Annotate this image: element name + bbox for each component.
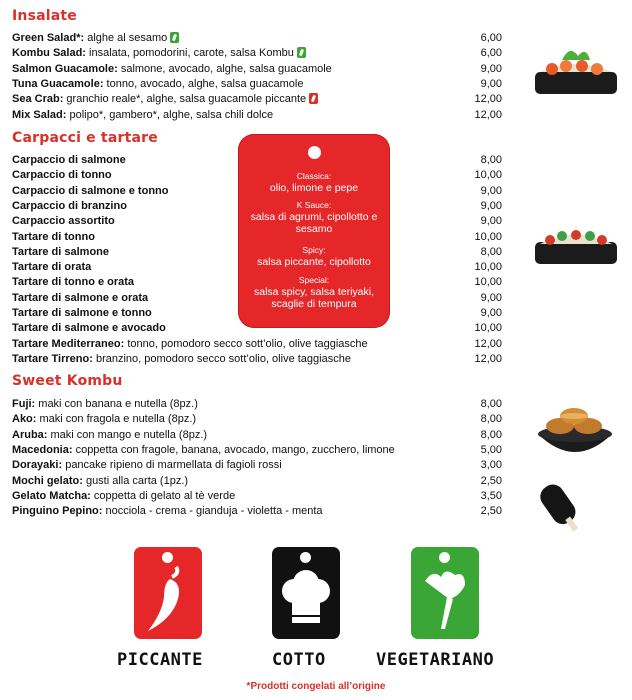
menu-item-name: Dorayaki: [12, 459, 63, 472]
menu-item-price: 8,00 [480, 245, 502, 258]
sauce-label: K Sauce: [296, 200, 332, 210]
menu-item-text [12, 443, 395, 458]
menu-item-text [12, 291, 148, 306]
menu-item-price: 9,00 [480, 62, 502, 75]
menu-item-row [12, 352, 502, 367]
menu-item-text [12, 214, 115, 229]
menu-item-text [12, 245, 109, 260]
menu-item-text [12, 412, 196, 427]
menu-item-description: gusti alla carta (1pz.) [82, 474, 189, 487]
menu-item-price: 9,00 [480, 307, 502, 319]
menu-item-name: Sea Crab: [12, 93, 64, 106]
menu-item-text [12, 168, 112, 183]
menu-item-description: maki con fragola e nutella (8pz.) [36, 413, 197, 426]
menu-item-price: 10,00 [474, 322, 502, 335]
menu-item-text [12, 108, 273, 123]
salad-dish-illustration [532, 42, 620, 98]
dorayaki-bowl-illustration [534, 400, 616, 466]
menu-item-description: coppetta con fragole, banana, avocado, mango, zucchero, limone [72, 443, 395, 456]
menu-item-text [12, 184, 168, 199]
sauce-label: Special: [298, 275, 330, 285]
menu-item-description: tonno, pomodoro secco sott’olio, olive taggiasche [124, 337, 368, 350]
menu-item-row [12, 92, 502, 107]
menu-item-price: 5,00 [480, 443, 502, 456]
sauce-card [238, 134, 390, 328]
menu-item-name: Kombu Salad: [12, 47, 86, 60]
ice-cream-bar-illustration [526, 478, 596, 536]
menu-item-name: Tartare di salmone e orata [12, 291, 149, 304]
legend-cotto-card [272, 547, 340, 639]
menu-item-name: Tartare di salmone e tonno [12, 307, 152, 319]
menu-item-name: Tuna Guacamole: [12, 77, 104, 90]
menu-item-text [12, 77, 303, 92]
menu-item-name: Mochi gelato: [12, 474, 83, 487]
menu-item-price: 8,00 [480, 398, 502, 410]
menu-item-text [12, 489, 235, 504]
menu-item-text [12, 260, 91, 275]
menu-item-row [12, 31, 502, 46]
menu-item-text [12, 428, 207, 443]
menu-item-price: 8,00 [480, 154, 502, 166]
menu-item-text [12, 62, 332, 77]
menu-item-name: Carpaccio di tonno [12, 169, 112, 182]
menu-item-text [12, 337, 368, 352]
menu-item-price: 9,00 [480, 215, 502, 228]
menu-item-description: nocciola - crema - gianduja - violetta - menta [102, 505, 323, 518]
menu-item-price: 3,50 [480, 489, 502, 502]
menu-item-name: Tartare di tonno e orata [12, 276, 135, 289]
menu-item-name: Carpaccio assortito [12, 215, 115, 228]
menu-item-name: Carpaccio di salmone e tonno [12, 184, 169, 197]
tartare-dish-illustration [532, 222, 620, 266]
sauce-special [242, 274, 386, 310]
menu-item-description: coppetta di gelato al tè verde [90, 489, 236, 502]
menu-item-row [12, 108, 502, 123]
menu-item-description: polipo*, gambero*, alghe, salsa chili dolce [66, 108, 274, 121]
sauce-card-hole [308, 146, 321, 159]
menu-item-description: salmone, avocado, alghe, salsa guacamole [117, 62, 332, 75]
menu-item-text [12, 397, 198, 412]
sauce-text: salsa spicy, salsa teriyaki, scaglie di tempura [253, 286, 374, 310]
menu-item-description: alghe al sesamo [84, 32, 168, 44]
menu-item-text [12, 458, 282, 473]
menu-item-price: 2,50 [480, 505, 502, 518]
menu-item-price: 10,00 [474, 261, 502, 274]
menu-item-name: Salmon Guacamole: [12, 62, 118, 75]
menu-item-text [12, 230, 95, 245]
menu-item-row [12, 412, 502, 427]
legend-label-cotto: COTTO [272, 650, 326, 670]
legend-piccante-card [134, 547, 202, 639]
menu-item-text [12, 46, 306, 61]
menu-item-description: granchio reale*, alghe, salsa guacamole piccante [63, 93, 307, 106]
menu-item-row [12, 77, 502, 92]
menu-item-name: Tartare di tonno [12, 230, 95, 243]
menu-item-row [12, 62, 502, 77]
menu-item-row [12, 428, 502, 443]
menu-item-text [12, 92, 318, 107]
footnote: *Prodotti congelati all’origine [246, 681, 386, 692]
menu-item-price: 9,00 [480, 291, 502, 304]
menu-item-name: Ako: [12, 413, 37, 426]
menu-item-text [12, 199, 127, 214]
spicy-badge-icon [309, 93, 318, 104]
menu-item-name: Macedonia: [12, 443, 73, 456]
menu-item-price: 8,00 [480, 428, 502, 441]
leafy-vegetable-icon [411, 547, 479, 639]
menu-item-row [12, 443, 502, 458]
menu-item-price: 10,00 [474, 230, 502, 243]
menu-item-text [12, 306, 152, 321]
menu-item-name: Green Salad*: [12, 32, 85, 44]
vegetarian-badge-icon [170, 32, 179, 43]
menu-item-name: Fuji: [12, 398, 36, 410]
menu-item-description: maki con banana e nutella (8pz.) [35, 398, 198, 410]
menu-item-price: 6,00 [480, 47, 502, 60]
menu-item-name: Tartare di orata [12, 261, 92, 274]
menu-item-name: Gelato Matcha: [12, 489, 91, 502]
menu-item-price: 12,00 [474, 108, 502, 121]
sauce-text: salsa piccante, cipollotto [257, 256, 371, 268]
legend-label-piccante: PICCANTE [117, 650, 203, 670]
menu-item-price: 12,00 [474, 337, 502, 350]
menu-item-row [12, 337, 502, 352]
menu-item-price: 9,00 [480, 184, 502, 197]
menu-item-price: 10,00 [474, 169, 502, 182]
vegetarian-badge-icon [297, 47, 306, 58]
menu-item-name: Tartare di salmone e avocado [12, 322, 166, 335]
menu-item-description: pancake ripieno di marmellata di fagioli rossi [62, 459, 282, 472]
section-title-sweet: Sweet Kombu [12, 373, 123, 389]
section-title-insalate: Insalate [12, 8, 77, 24]
menu-item-price: 9,00 [480, 199, 502, 212]
menu-item-description: branzino, pomodoro secco sott’olio, olive taggiasche [92, 352, 351, 365]
menu-item-price: 8,00 [480, 413, 502, 426]
menu-item-row [12, 474, 502, 489]
sauce-classica [242, 170, 386, 194]
menu-item-row [12, 504, 502, 519]
chili-pepper-icon [134, 547, 202, 639]
sauce-text: olio, limone e pepe [269, 182, 359, 194]
menu-item-price: 3,00 [480, 459, 502, 472]
menu-item-row [12, 397, 502, 412]
menu-item-description: maki con mango e nutella (8pz.) [47, 428, 208, 441]
chef-hat-icon [272, 547, 340, 639]
menu-item-price: 2,50 [480, 474, 502, 487]
sauce-k-sauce [242, 199, 386, 235]
menu-item-name: Tartare Mediterraneo: [12, 337, 125, 350]
menu-item-description: tonno, avocado, alghe, salsa guacamole [103, 77, 304, 90]
menu-item-text [12, 474, 188, 489]
menu-item-name: Aruba: [12, 428, 48, 441]
menu-item-text [12, 504, 323, 519]
menu-item-name: Tartare di salmone [12, 245, 109, 258]
menu-item-name: Tartare Tirreno: [12, 352, 93, 365]
menu-item-text [12, 31, 179, 46]
menu-item-price: 12,00 [474, 93, 502, 106]
menu-item-price: 12,00 [474, 352, 502, 365]
menu-item-name: Carpaccio di salmone [12, 154, 126, 166]
menu-item-row [12, 46, 502, 61]
menu-item-name: Pinguino Pepino: [12, 505, 103, 518]
menu-item-description: insalata, pomodorini, carote, salsa Kombu [85, 47, 294, 60]
sauce-text: salsa di agrumi, cipollotto e sesamo [250, 211, 378, 235]
menu-item-name: Mix Salad: [12, 108, 67, 121]
menu-item-row [12, 458, 502, 473]
menu-item-text [12, 153, 126, 168]
sauce-spicy [242, 244, 386, 268]
legend-label-vegetariano: VEGETARIANO [376, 650, 495, 670]
menu-item-price: 10,00 [474, 276, 502, 289]
menu-item-price: 6,00 [480, 32, 502, 44]
section-title-carpacci: Carpacci e tartare [12, 130, 158, 146]
menu-item-text [12, 352, 351, 367]
menu-item-text [12, 275, 134, 290]
menu-item-row [12, 489, 502, 504]
menu-item-name: Carpaccio di branzino [12, 199, 127, 212]
sauce-label: Spicy: [302, 245, 326, 255]
menu-item-text [12, 321, 166, 336]
legend-vegetariano-card [411, 547, 479, 639]
menu-item-price: 9,00 [480, 77, 502, 90]
sauce-label: Classica: [296, 171, 332, 181]
